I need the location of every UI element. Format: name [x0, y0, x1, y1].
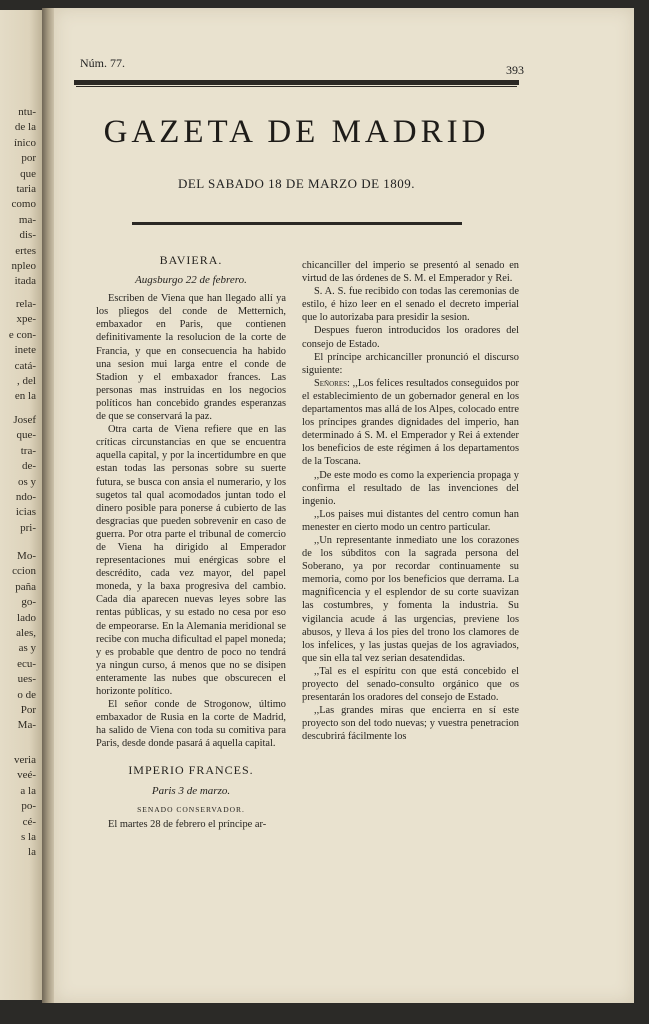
left-page-fragment: npleo	[11, 260, 36, 272]
left-page-fragment: ecu-	[17, 657, 36, 670]
salutation: Señores:	[314, 377, 350, 389]
left-page-fragment: inete	[14, 344, 36, 357]
top-rule	[74, 80, 519, 85]
left-page-fragment: ma-	[18, 213, 36, 226]
left-page-fragment: que-	[16, 429, 36, 442]
left-page-fragment: icias	[15, 506, 36, 519]
article-paragraph: ,,Las grandes miras que encierra en sí este proyecto son del todo nuevas; y vuestra penetracion descubrirá fácilmente los	[302, 705, 519, 743]
right-column	[302, 259, 519, 743]
left-page-fragment: go-	[21, 596, 36, 609]
left-page-fragment: e con-	[8, 328, 36, 341]
subhead-senado: SENADO CONSERVADOR.	[137, 804, 245, 814]
article-paragraph: Otra carta de Viena refiere que en las críticas circunstancias en que se encuentra aquella capital, y por la incertidumbre en que estan todas las personas sobre su suerte futura, se busca con ansia el numerario, y los sugetos tal qual acomodados juntan todo el dinero posible para ponerse á cubierto de las desgracias que pueden sobrevenir en caso de guerra. Por otra parte el tribunal de comercio de Viena ha dirigido al Emperador representaciones mui enérgicas sobre el descrédito, cada vez mayor, del papel moneda, y la baxa progresiva del cambio. Cada dia aparecen nuevas leyes sobre las rentas públicas, y su estado no cesa por eso de empeorarse. En la Alemania meridional se recibe con mucha dificultad el papel moneda; y es probable que dentro de poco no tendrá ya ningun curso, á menos que no se disipen enteramente las nubes que obscurecen el horizonte político.	[96, 424, 286, 697]
article-paragraph: El martes 28 de febrero el príncipe ar-	[108, 818, 267, 830]
left-page-fragment: paña	[15, 580, 36, 593]
speech-text: ,,Los felices resultados conseguidos por el establecimiento de un gobernador general en los departamentos mas allá de los Alpes, colocado entre los príncipes grandes dignidades del imperio, han determinado á S. M. el Emperador y Rei á extender los beneficios de este régimen á los departamentos de la Toscana.	[302, 377, 519, 468]
dateline-paris: Paris 3 de marzo.	[151, 784, 231, 797]
middle-rule	[132, 222, 462, 225]
article-paragraph: ,,Un representante inmediato une los corazones de los súbditos con la sagrada persona del Soberano, ya por recordar continuamente su memoria, como por los beneficios que derrama. La magnificencia y el esplendor de su corte suavizan las costumbres, y fomenta la industria. Su vigilancia acude á las urgencias, previene los abusos, y lleva á los pies del trono los clamores de los infelices, y las justas quejas de los agraviados, que sin ella tal vez serian desatendidas.	[302, 534, 519, 664]
left-page-fragment: ccion	[12, 565, 36, 578]
left-page-fragment: veé-	[17, 769, 36, 782]
article-paragraph: ,,De este modo es como la experiencia propaga y confirma el resultado de las invenciones del ingenio.	[302, 469, 519, 507]
left-page-fragment: as y	[18, 642, 36, 655]
left-page-fragment: catá-	[14, 359, 36, 372]
left-page-fragment: ndo-	[15, 491, 36, 503]
left-page-fragment: itada	[14, 275, 36, 288]
left-page-fragment: ues-	[17, 673, 36, 686]
article-paragraph: S. A. S. fue recibido con todas las ceremonias de estilo, é hizo leer en el senado el decreto imperial que lo autorizaba para presidir la sesion.	[302, 286, 519, 324]
article-paragraph: chicanciller del imperio se presentó al senado en virtud de las órdenes de S. M. el Emperador y Rei.	[302, 260, 519, 285]
left-page-fragment: la	[28, 846, 36, 859]
left-page-fragment: Por	[20, 704, 36, 716]
masthead-title: GAZETA DE MADRID	[103, 114, 490, 150]
section-title-imperio: IMPERIO FRANCES.	[128, 763, 254, 778]
left-page-fragment: Josef	[13, 414, 36, 426]
dateline-augsburgo: Augsburgo 22 de febrero.	[135, 274, 247, 287]
left-page-fragment: a la	[20, 784, 36, 797]
article-paragraph: Escriben de Viena que han llegado allí ya los pliegos del conde de Metternich, embaxador en Paris, que contienen definitivamente la resolucion de la corte de Francia, y que en consecuencia ha habido una sesion mui larga entre el conde de Stadion y el embaxador frances. Las personas mas instruidas en los negocios políticos han concebido grandes esperanzas de que se conservará la paz.	[96, 293, 286, 423]
left-page-fragment: taria	[16, 183, 36, 195]
left-page-fragment: os y	[17, 475, 36, 488]
article-paragraph: Despues fueron introducidos los oradores del consejo de Estado.	[302, 325, 519, 350]
article-paragraph: ,,Los paises mui distantes del centro comun han menester en cierto modo un centro particular.	[302, 508, 519, 533]
left-page-fragment: s la	[21, 831, 36, 843]
issue-number: Núm. 77.	[80, 56, 125, 70]
left-page-fragment: ntu-	[18, 106, 36, 118]
left-page-fragment: veria	[14, 754, 36, 766]
left-page-fragment: Ma-	[17, 719, 36, 732]
left-page-fragment: ales,	[16, 627, 36, 639]
left-page-fragment: de la	[14, 121, 36, 134]
left-page-fragment: ínico	[14, 136, 36, 149]
left-page-fragment: que	[20, 167, 36, 180]
left-page-fragment: de-	[21, 460, 36, 473]
page-number: 393	[506, 63, 524, 77]
left-page-fragment: tra-	[20, 444, 36, 457]
left-page-fragment: dis-	[19, 229, 36, 242]
left-page-fragment: en la	[14, 390, 36, 403]
date-line: DEL SABADO 18 DE MARZO DE 1809.	[177, 176, 416, 191]
left-page-fragment: pri-	[20, 521, 36, 534]
article-paragraph	[302, 377, 519, 469]
left-page-fragment: rela-	[15, 298, 36, 310]
left-page-fragment: xpe-	[16, 313, 36, 326]
article-paragraph: El príncipe archicanciller pronunció el discurso siguiente:	[302, 351, 519, 376]
left-page-fragment: lado	[17, 611, 36, 624]
section-title-baviera: BAVIERA.	[159, 253, 223, 267]
article-paragraph: ,,Tal es el espíritu con que está concebido el proyecto del senado-consulto orgánico que os presentarán los oradores del consejo de Estado.	[302, 665, 519, 704]
left-page-fragment: , del	[17, 375, 36, 387]
left-page-fragment: por	[21, 152, 36, 165]
left-page-edge	[0, 10, 42, 1000]
left-page-fragment: o de	[17, 688, 36, 701]
left-page-fragment: po-	[21, 800, 36, 813]
left-page-fragment: cé-	[22, 815, 36, 828]
left-page-fragment: Mo-	[17, 550, 36, 562]
newspaper-page	[54, 8, 634, 1003]
left-page-fragment: como	[11, 198, 36, 211]
left-column	[96, 254, 286, 831]
left-page-fragment: ertes	[15, 244, 36, 257]
article-paragraph: El señor conde de Strogonow, último embaxador de Rusia en la corte de Madrid, ha salido de Viena con toda su comitiva para Paris, desde donde pasará á aquella capital.	[96, 699, 286, 750]
